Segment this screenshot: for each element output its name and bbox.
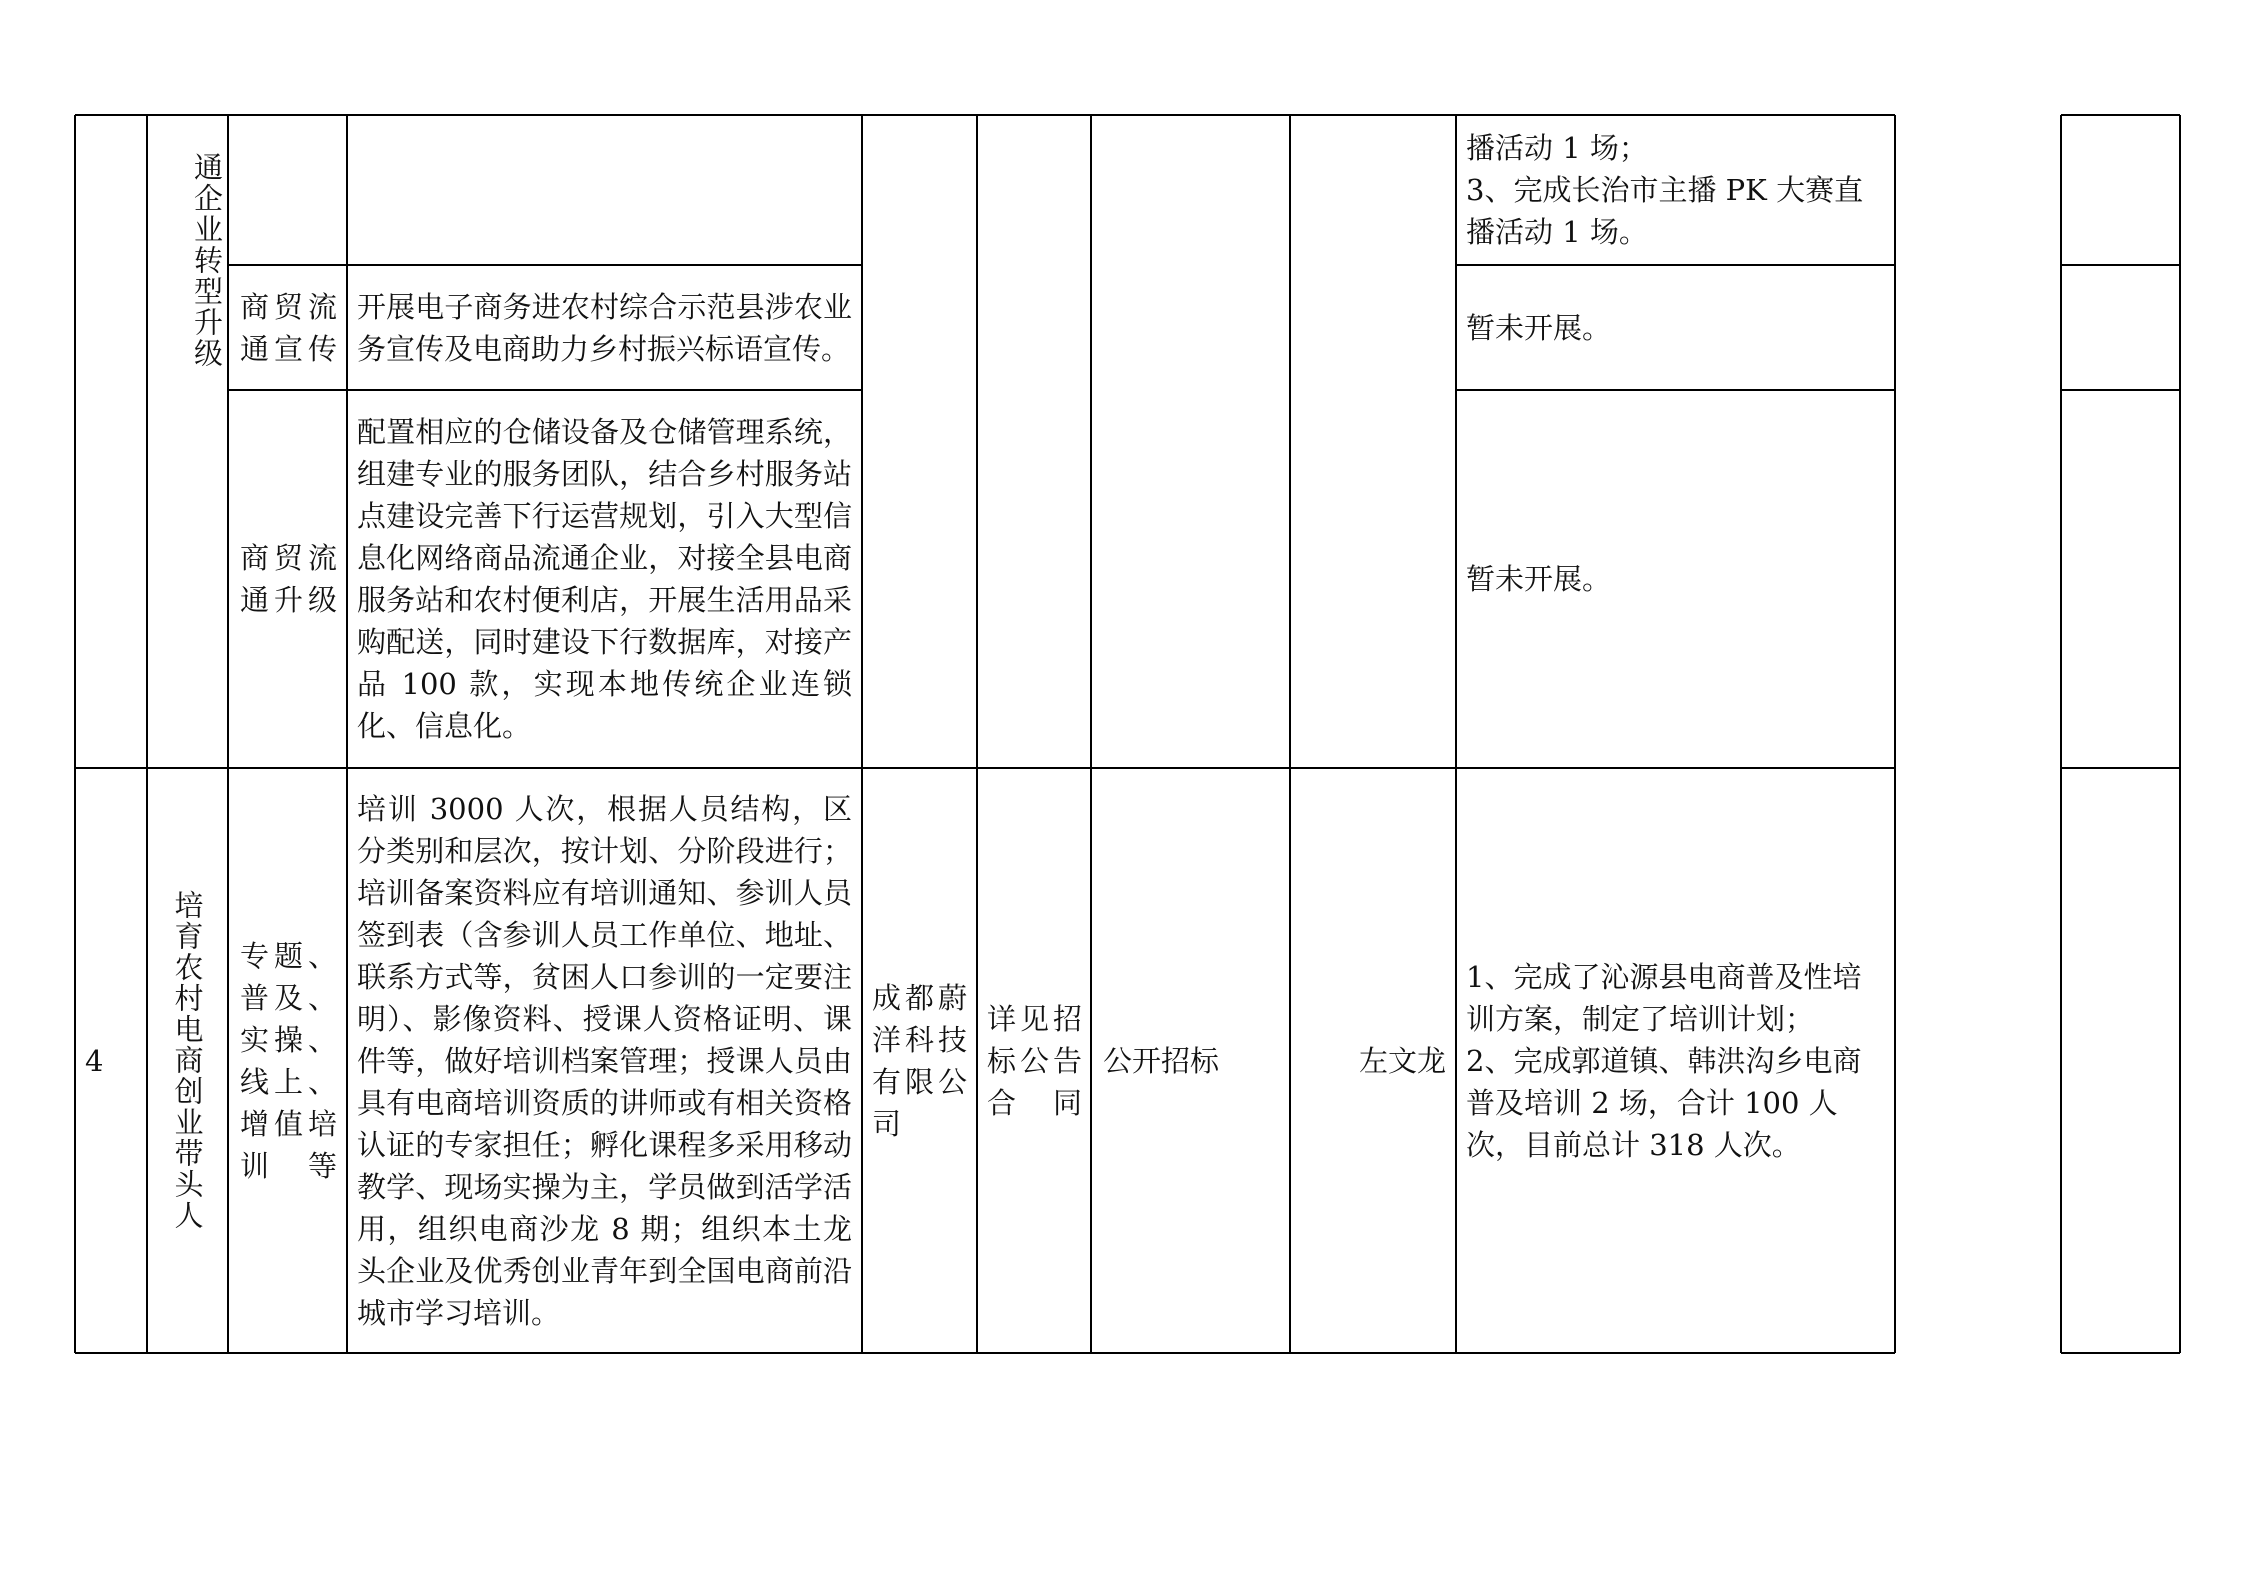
content-text: 开展电子商务进农村综合示范县涉农业务宣传及电商助力乡村振兴标语宣传。 (357, 289, 852, 366)
content-text: 培训 3000 人次，根据人员结构，区分类别和层次，按计划、分阶段进行；培训备案资料应有培训通知、参训人员签到表（含参训人员工作单位、地址、联系方式等，贫困人口参训的一定要注明）、影像资料、授课人资格证明、课件等，做好培训档案管理；授课人员由具有电商培训资质的讲师或有相关资格认证的专家担任；孵化课程多采用移动教学、现场实操为主，学员做到活学活用，组织电商沙龙 8 期；组织本土龙头企业及优秀创业青年到全国电商前沿城市学习培训。 (357, 791, 852, 1330)
item-cell (240, 768, 337, 1353)
progress-cell (1466, 390, 1886, 768)
content-text: 配置相应的仓储设备及仓储管理系统，组建专业的服务团队，结合乡村服务站点建设完善下行运营规划，引入大型信息化网络商品流通企业，对接全县电商服务站和农村便利店，开展生活用品采购配送，同时建设下行数据库，对接产品 100 款，实现本地传统企业连锁化、信息化。 (357, 415, 852, 743)
company-cell (872, 768, 967, 1353)
company-text: 成都蔚洋科技有限公司 (872, 980, 967, 1141)
item-cell (240, 265, 337, 390)
row-number-cell (85, 768, 145, 1353)
person-cell (1300, 768, 1446, 1353)
item-cell (240, 390, 337, 768)
category-text: 培育农村电商创业带头人 (170, 890, 205, 1231)
progress-text: 播活动 1 场； 3、完成长治市主播 PK 大赛直播活动 1 场。 (1466, 131, 1864, 249)
progress-text: 暂未开展。 (1466, 562, 1612, 596)
category-cell (147, 768, 228, 1353)
person-text: 左文龙 (1358, 1043, 1446, 1078)
progress-cell (1466, 768, 1886, 1353)
category-text: 通企业转型升级 (190, 151, 224, 369)
content-cell (357, 265, 852, 390)
item-text: 商贸流通升级 (240, 541, 337, 617)
progress-text: 1、完成了沁源县电商普及性培训方案，制定了培训计划； 2、完成郭道镇、韩洪沟乡电商普及培训 2 场，合计 100 人次，目前总计 318 人次。 (1466, 959, 1862, 1162)
row-number: 4 (85, 1043, 104, 1078)
method-text: 公开招标 (1103, 1043, 1220, 1078)
contract-text: 详见招标公告合同 (987, 1001, 1082, 1120)
method-cell (1103, 768, 1283, 1353)
item-text: 商贸流通宣传 (240, 289, 337, 366)
contract-cell (987, 768, 1082, 1353)
content-cell (357, 768, 852, 1353)
content-cell (357, 390, 852, 768)
progress-text: 暂未开展。 (1466, 310, 1612, 345)
progress-cell (1466, 265, 1886, 390)
item-text: 专题、普及、实操、线上、增值培训等 (240, 938, 337, 1183)
progress-cell (1466, 115, 1886, 265)
category-cell-continued (147, 115, 228, 405)
